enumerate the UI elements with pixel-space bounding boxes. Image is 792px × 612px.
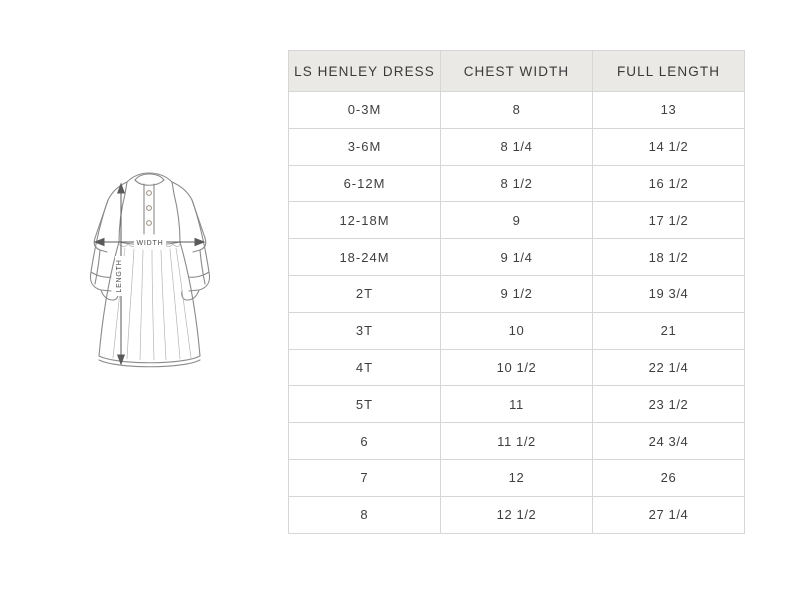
cell-size: 3-6M	[289, 128, 441, 165]
dress-illustration	[55, 160, 255, 410]
cell-full-length: 19 3/4	[593, 275, 745, 312]
table-row	[289, 128, 745, 165]
cell-size: 3T	[289, 312, 441, 349]
table-row	[289, 202, 745, 239]
cell-chest-width: 12	[441, 459, 593, 496]
table-row	[289, 275, 745, 312]
table-body	[289, 92, 745, 534]
table-row	[289, 349, 745, 386]
cell-chest-width: 9	[441, 202, 593, 239]
cell-full-length: 22 1/4	[593, 349, 745, 386]
table-row	[289, 496, 745, 533]
table-row	[289, 459, 745, 496]
cell-size: 7	[289, 459, 441, 496]
column-header-full-length: FULL LENGTH	[593, 51, 745, 92]
cell-chest-width: 11	[441, 386, 593, 423]
cell-size: 18-24M	[289, 239, 441, 276]
cell-chest-width: 11 1/2	[441, 423, 593, 460]
cell-chest-width: 12 1/2	[441, 496, 593, 533]
column-header-chest-width: CHEST WIDTH	[441, 51, 593, 92]
cell-size: 5T	[289, 386, 441, 423]
cell-full-length: 16 1/2	[593, 165, 745, 202]
cell-size: 2T	[289, 275, 441, 312]
table-row	[289, 423, 745, 460]
table-row	[289, 239, 745, 276]
cell-chest-width: 8	[441, 92, 593, 129]
cell-size: 6-12M	[289, 165, 441, 202]
cell-chest-width: 8 1/4	[441, 128, 593, 165]
column-header-size: LS HENLEY DRESS	[289, 51, 441, 92]
cell-full-length: 17 1/2	[593, 202, 745, 239]
cell-full-length: 18 1/2	[593, 239, 745, 276]
cell-full-length: 27 1/4	[593, 496, 745, 533]
table-row	[289, 92, 745, 129]
size-chart-table-wrap	[288, 50, 744, 534]
cell-chest-width: 10	[441, 312, 593, 349]
cell-chest-width: 10 1/2	[441, 349, 593, 386]
table-row	[289, 165, 745, 202]
cell-full-length: 26	[593, 459, 745, 496]
cell-chest-width: 9 1/4	[441, 239, 593, 276]
cell-full-length: 23 1/2	[593, 386, 745, 423]
cell-size: 4T	[289, 349, 441, 386]
table-header-row	[289, 51, 745, 92]
cell-full-length: 14 1/2	[593, 128, 745, 165]
cell-size: 8	[289, 496, 441, 533]
table-row	[289, 312, 745, 349]
cell-full-length: 24 3/4	[593, 423, 745, 460]
cell-chest-width: 9 1/2	[441, 275, 593, 312]
table-header	[289, 51, 745, 92]
cell-chest-width: 8 1/2	[441, 165, 593, 202]
cell-size: 0-3M	[289, 92, 441, 129]
table-row	[289, 386, 745, 423]
size-chart-table	[288, 50, 745, 534]
cell-size: 12-18M	[289, 202, 441, 239]
cell-full-length: 21	[593, 312, 745, 349]
cell-full-length: 13	[593, 92, 745, 129]
length-label: LENGTH	[116, 259, 123, 293]
cell-size: 6	[289, 423, 441, 460]
width-label: WIDTH	[136, 240, 164, 247]
